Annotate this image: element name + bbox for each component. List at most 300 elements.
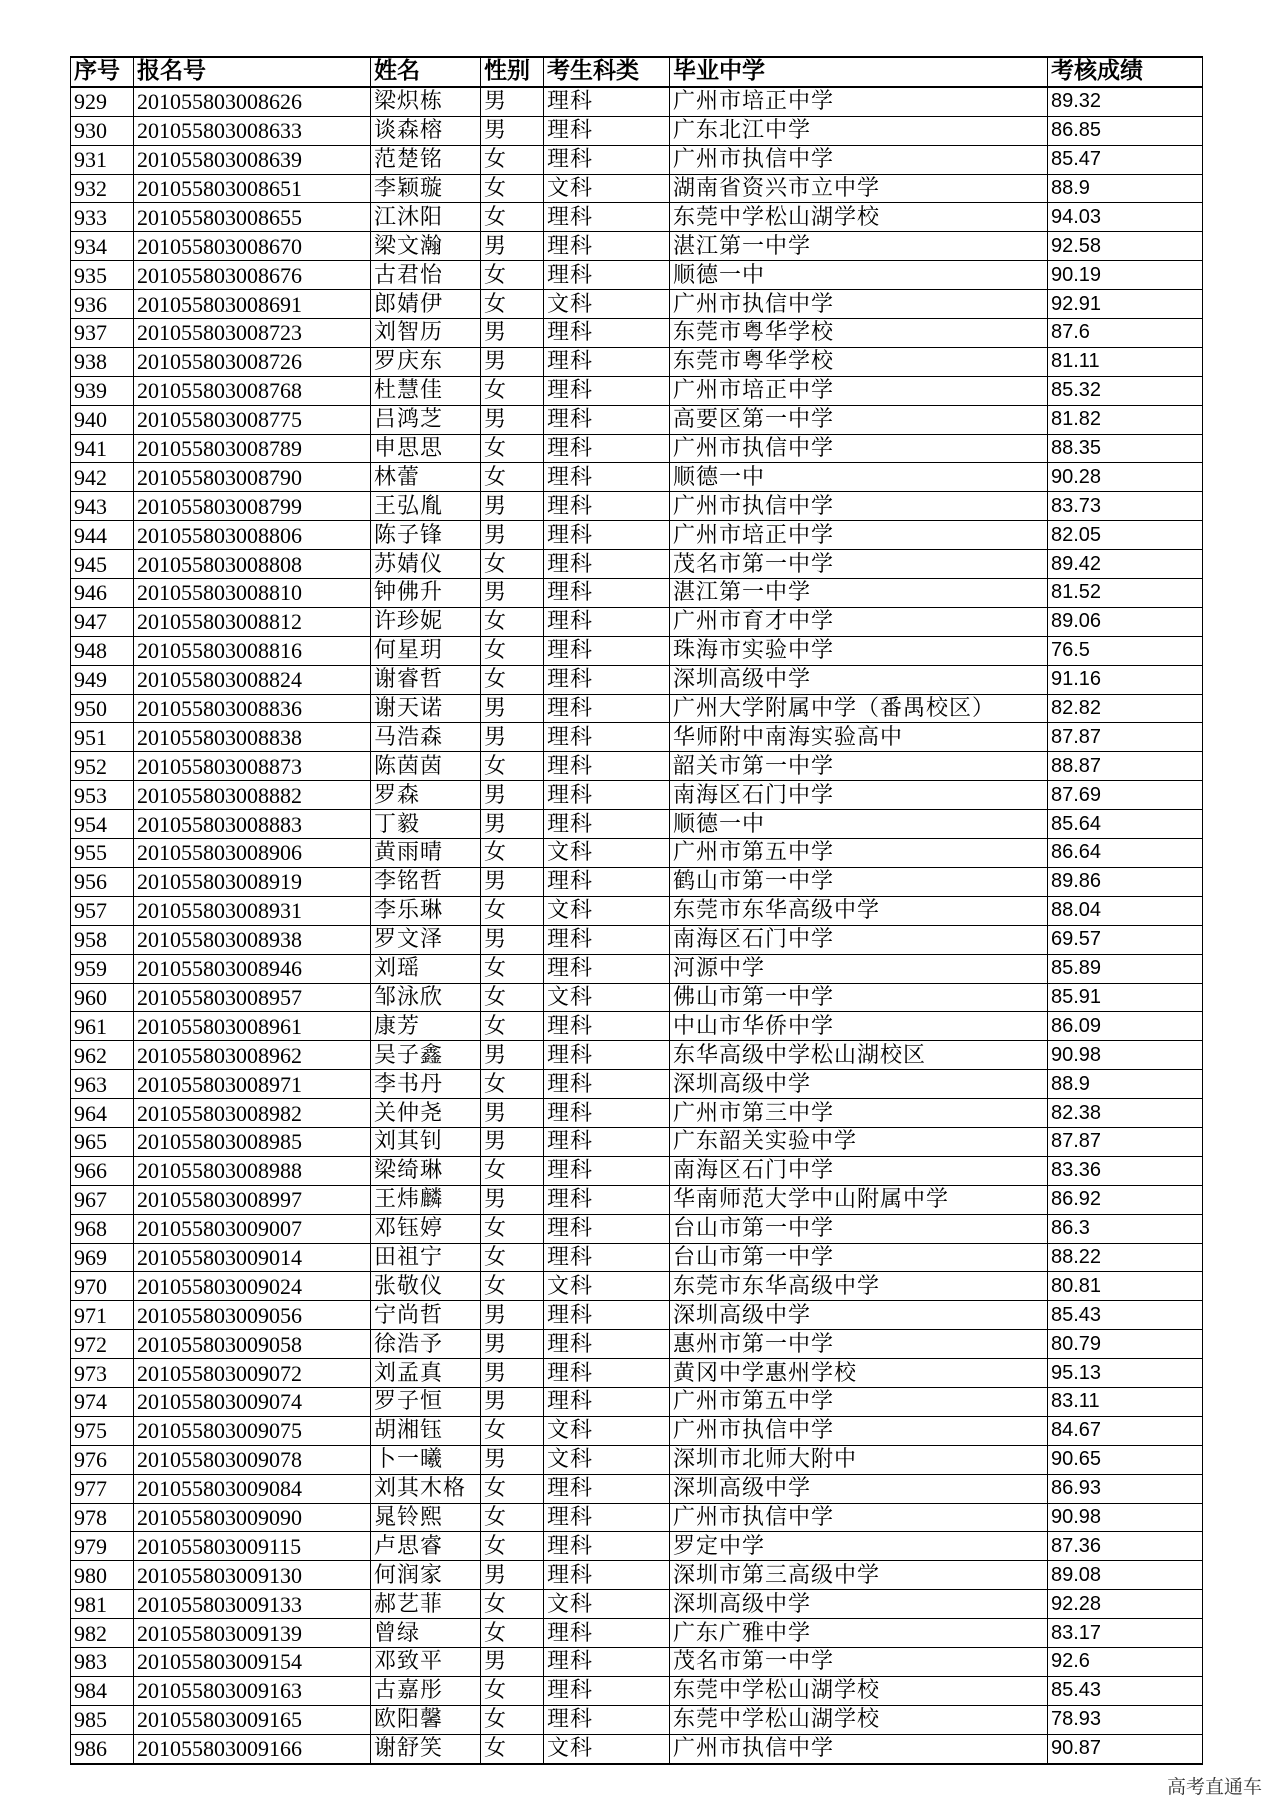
cell-school: 广州市执信中学 bbox=[670, 1503, 1048, 1532]
cell-subject: 理科 bbox=[544, 665, 670, 694]
cell-seq: 953 bbox=[71, 781, 134, 810]
table-row bbox=[71, 1099, 1203, 1128]
cell-subject: 理科 bbox=[544, 954, 670, 983]
cell-registration-id: 201055803009075 bbox=[134, 1416, 371, 1445]
cell-seq: 952 bbox=[71, 752, 134, 781]
cell-registration-id: 201055803008808 bbox=[134, 550, 371, 579]
table-row bbox=[71, 116, 1203, 145]
cell-name: 丁毅 bbox=[371, 810, 481, 839]
header-seq: 序号 bbox=[71, 57, 134, 87]
cell-name: 申思思 bbox=[371, 434, 481, 463]
cell-subject: 理科 bbox=[544, 723, 670, 752]
cell-subject: 理科 bbox=[544, 492, 670, 521]
cell-subject: 理科 bbox=[544, 463, 670, 492]
cell-school: 深圳高级中学 bbox=[670, 1301, 1048, 1330]
cell-gender: 女 bbox=[481, 203, 544, 232]
cell-seq: 940 bbox=[71, 405, 134, 434]
table-row bbox=[71, 521, 1203, 550]
cell-subject: 理科 bbox=[544, 1474, 670, 1503]
cell-registration-id: 201055803008906 bbox=[134, 839, 371, 868]
cell-seq: 956 bbox=[71, 867, 134, 896]
cell-school: 深圳高级中学 bbox=[670, 1070, 1048, 1099]
cell-seq: 965 bbox=[71, 1127, 134, 1156]
cell-subject: 理科 bbox=[544, 434, 670, 463]
cell-registration-id: 201055803008997 bbox=[134, 1185, 371, 1214]
table-row bbox=[71, 550, 1203, 579]
cell-score: 90.28 bbox=[1048, 463, 1203, 492]
cell-subject: 理科 bbox=[544, 1301, 670, 1330]
cell-subject: 理科 bbox=[544, 607, 670, 636]
cell-subject: 理科 bbox=[544, 1214, 670, 1243]
cell-name: 吴子鑫 bbox=[371, 1041, 481, 1070]
cell-subject: 理科 bbox=[544, 1532, 670, 1561]
cell-registration-id: 201055803008988 bbox=[134, 1156, 371, 1185]
cell-seq: 935 bbox=[71, 261, 134, 290]
cell-score: 94.03 bbox=[1048, 203, 1203, 232]
cell-name: 林蕾 bbox=[371, 463, 481, 492]
cell-score: 82.05 bbox=[1048, 521, 1203, 550]
cell-seq: 932 bbox=[71, 174, 134, 203]
cell-seq: 946 bbox=[71, 579, 134, 608]
cell-subject: 文科 bbox=[544, 1734, 670, 1763]
cell-gender: 女 bbox=[481, 1705, 544, 1734]
cell-subject: 理科 bbox=[544, 550, 670, 579]
cell-subject: 理科 bbox=[544, 521, 670, 550]
cell-name: 谢天诺 bbox=[371, 694, 481, 723]
cell-gender: 男 bbox=[481, 347, 544, 376]
cell-gender: 男 bbox=[481, 925, 544, 954]
cell-name: 李书丹 bbox=[371, 1070, 481, 1099]
cell-school: 台山市第一中学 bbox=[670, 1214, 1048, 1243]
cell-registration-id: 201055803009163 bbox=[134, 1676, 371, 1705]
cell-school: 东华高级中学松山湖校区 bbox=[670, 1041, 1048, 1070]
cell-registration-id: 201055803009024 bbox=[134, 1272, 371, 1301]
cell-subject: 理科 bbox=[544, 636, 670, 665]
table-row bbox=[71, 319, 1203, 348]
cell-name: 刘其钊 bbox=[371, 1127, 481, 1156]
cell-school: 湛江第一中学 bbox=[670, 232, 1048, 261]
cell-name: 杜慧佳 bbox=[371, 376, 481, 405]
cell-registration-id: 201055803008799 bbox=[134, 492, 371, 521]
cell-score: 85.91 bbox=[1048, 983, 1203, 1012]
cell-gender: 男 bbox=[481, 232, 544, 261]
cell-score: 87.36 bbox=[1048, 1532, 1203, 1561]
cell-registration-id: 201055803008691 bbox=[134, 290, 371, 319]
cell-subject: 文科 bbox=[544, 1590, 670, 1619]
table-row bbox=[71, 1301, 1203, 1330]
cell-seq: 936 bbox=[71, 290, 134, 319]
cell-score: 81.11 bbox=[1048, 347, 1203, 376]
cell-seq: 980 bbox=[71, 1561, 134, 1590]
table-row bbox=[71, 1619, 1203, 1648]
cell-name: 郎婧伊 bbox=[371, 290, 481, 319]
table-row bbox=[71, 1243, 1203, 1272]
cell-seq: 973 bbox=[71, 1359, 134, 1388]
cell-registration-id: 201055803008768 bbox=[134, 376, 371, 405]
cell-school: 广东韶关实验中学 bbox=[670, 1127, 1048, 1156]
cell-subject: 理科 bbox=[544, 232, 670, 261]
cell-gender: 男 bbox=[481, 1387, 544, 1416]
cell-school: 深圳高级中学 bbox=[670, 665, 1048, 694]
cell-school: 顺德一中 bbox=[670, 810, 1048, 839]
cell-gender: 女 bbox=[481, 636, 544, 665]
cell-gender: 女 bbox=[481, 1214, 544, 1243]
cell-gender: 男 bbox=[481, 1301, 544, 1330]
cell-gender: 男 bbox=[481, 116, 544, 145]
cell-registration-id: 201055803008919 bbox=[134, 867, 371, 896]
cell-subject: 理科 bbox=[544, 1676, 670, 1705]
cell-seq: 960 bbox=[71, 983, 134, 1012]
cell-seq: 975 bbox=[71, 1416, 134, 1445]
cell-name: 刘瑶 bbox=[371, 954, 481, 983]
cell-school: 广州市执信中学 bbox=[670, 492, 1048, 521]
cell-name: 胡湘钰 bbox=[371, 1416, 481, 1445]
cell-gender: 女 bbox=[481, 1012, 544, 1041]
cell-school: 广州市育才中学 bbox=[670, 607, 1048, 636]
cell-seq: 962 bbox=[71, 1041, 134, 1070]
cell-name: 康芳 bbox=[371, 1012, 481, 1041]
table-row bbox=[71, 1070, 1203, 1099]
cell-gender: 女 bbox=[481, 550, 544, 579]
cell-school: 南海区石门中学 bbox=[670, 781, 1048, 810]
cell-seq: 971 bbox=[71, 1301, 134, 1330]
cell-subject: 文科 bbox=[544, 1416, 670, 1445]
cell-subject: 理科 bbox=[544, 867, 670, 896]
cell-school: 广州市执信中学 bbox=[670, 434, 1048, 463]
cell-school: 珠海市实验中学 bbox=[670, 636, 1048, 665]
table-row bbox=[71, 723, 1203, 752]
cell-subject: 理科 bbox=[544, 810, 670, 839]
cell-subject: 理科 bbox=[544, 145, 670, 174]
cell-subject: 文科 bbox=[544, 839, 670, 868]
cell-name: 宁尚哲 bbox=[371, 1301, 481, 1330]
cell-registration-id: 201055803008775 bbox=[134, 405, 371, 434]
table-row bbox=[71, 1012, 1203, 1041]
table-row bbox=[71, 145, 1203, 174]
cell-name: 谢睿哲 bbox=[371, 665, 481, 694]
cell-score: 95.13 bbox=[1048, 1359, 1203, 1388]
cell-seq: 948 bbox=[71, 636, 134, 665]
cell-name: 刘其木格 bbox=[371, 1474, 481, 1503]
header-score: 考核成绩 bbox=[1048, 57, 1203, 87]
cell-gender: 男 bbox=[481, 781, 544, 810]
cell-registration-id: 201055803008723 bbox=[134, 319, 371, 348]
cell-seq: 930 bbox=[71, 116, 134, 145]
cell-seq: 985 bbox=[71, 1705, 134, 1734]
cell-name: 梁炽栋 bbox=[371, 87, 481, 116]
cell-name: 邓致平 bbox=[371, 1647, 481, 1676]
cell-school: 广州市培正中学 bbox=[670, 521, 1048, 550]
cell-registration-id: 201055803008962 bbox=[134, 1041, 371, 1070]
cell-subject: 理科 bbox=[544, 87, 670, 116]
header-school: 毕业中学 bbox=[670, 57, 1048, 87]
cell-score: 80.79 bbox=[1048, 1330, 1203, 1359]
cell-seq: 951 bbox=[71, 723, 134, 752]
table-row bbox=[71, 1734, 1203, 1763]
cell-school: 东莞市粤华学校 bbox=[670, 347, 1048, 376]
cell-score: 80.81 bbox=[1048, 1272, 1203, 1301]
cell-school: 广州市第三中学 bbox=[670, 1099, 1048, 1128]
cell-name: 谈森榕 bbox=[371, 116, 481, 145]
table-row bbox=[71, 810, 1203, 839]
cell-name: 晁铃熙 bbox=[371, 1503, 481, 1532]
cell-gender: 男 bbox=[481, 1185, 544, 1214]
table-body bbox=[71, 87, 1203, 1764]
cell-score: 88.35 bbox=[1048, 434, 1203, 463]
cell-school: 鹤山市第一中学 bbox=[670, 867, 1048, 896]
cell-seq: 983 bbox=[71, 1647, 134, 1676]
cell-school: 湛江第一中学 bbox=[670, 579, 1048, 608]
table-row bbox=[71, 954, 1203, 983]
cell-name: 郝艺菲 bbox=[371, 1590, 481, 1619]
cell-registration-id: 201055803008651 bbox=[134, 174, 371, 203]
cell-name: 苏婧仪 bbox=[371, 550, 481, 579]
cell-seq: 976 bbox=[71, 1445, 134, 1474]
table-row bbox=[71, 1561, 1203, 1590]
table-row bbox=[71, 1503, 1203, 1532]
cell-subject: 理科 bbox=[544, 405, 670, 434]
table-row bbox=[71, 1590, 1203, 1619]
cell-score: 86.09 bbox=[1048, 1012, 1203, 1041]
cell-score: 90.98 bbox=[1048, 1041, 1203, 1070]
cell-registration-id: 201055803008836 bbox=[134, 694, 371, 723]
cell-registration-id: 201055803009084 bbox=[134, 1474, 371, 1503]
cell-registration-id: 201055803009115 bbox=[134, 1532, 371, 1561]
cell-gender: 女 bbox=[481, 1503, 544, 1532]
cell-score: 86.85 bbox=[1048, 116, 1203, 145]
table-row bbox=[71, 463, 1203, 492]
cell-registration-id: 201055803009078 bbox=[134, 1445, 371, 1474]
cell-subject: 理科 bbox=[544, 1387, 670, 1416]
cell-score: 88.87 bbox=[1048, 752, 1203, 781]
cell-registration-id: 201055803008946 bbox=[134, 954, 371, 983]
cell-registration-id: 201055803008883 bbox=[134, 810, 371, 839]
cell-school: 华师附中南海实验高中 bbox=[670, 723, 1048, 752]
cell-score: 87.87 bbox=[1048, 723, 1203, 752]
cell-school: 东莞市东华高级中学 bbox=[670, 896, 1048, 925]
cell-gender: 男 bbox=[481, 1127, 544, 1156]
cell-score: 83.11 bbox=[1048, 1387, 1203, 1416]
cell-registration-id: 201055803008882 bbox=[134, 781, 371, 810]
cell-subject: 理科 bbox=[544, 261, 670, 290]
cell-seq: 977 bbox=[71, 1474, 134, 1503]
admission-score-table bbox=[70, 56, 1203, 1765]
cell-seq: 954 bbox=[71, 810, 134, 839]
cell-name: 梁文瀚 bbox=[371, 232, 481, 261]
cell-registration-id: 201055803008985 bbox=[134, 1127, 371, 1156]
table-row bbox=[71, 1330, 1203, 1359]
cell-gender: 女 bbox=[481, 145, 544, 174]
cell-school: 南海区石门中学 bbox=[670, 1156, 1048, 1185]
table-row bbox=[71, 896, 1203, 925]
header-row bbox=[71, 57, 1203, 87]
cell-gender: 男 bbox=[481, 867, 544, 896]
cell-gender: 男 bbox=[481, 810, 544, 839]
cell-name: 王弘胤 bbox=[371, 492, 481, 521]
table-row bbox=[71, 1185, 1203, 1214]
cell-school: 高要区第一中学 bbox=[670, 405, 1048, 434]
cell-subject: 理科 bbox=[544, 925, 670, 954]
cell-subject: 理科 bbox=[544, 1330, 670, 1359]
cell-registration-id: 201055803008633 bbox=[134, 116, 371, 145]
cell-seq: 945 bbox=[71, 550, 134, 579]
cell-score: 89.86 bbox=[1048, 867, 1203, 896]
cell-school: 深圳市北师大附中 bbox=[670, 1445, 1048, 1474]
cell-school: 黄冈中学惠州学校 bbox=[670, 1359, 1048, 1388]
cell-name: 李乐琳 bbox=[371, 896, 481, 925]
cell-registration-id: 201055803009166 bbox=[134, 1734, 371, 1763]
table-row bbox=[71, 636, 1203, 665]
cell-subject: 理科 bbox=[544, 1127, 670, 1156]
cell-gender: 女 bbox=[481, 1734, 544, 1763]
cell-gender: 女 bbox=[481, 954, 544, 983]
cell-score: 90.65 bbox=[1048, 1445, 1203, 1474]
cell-seq: 964 bbox=[71, 1099, 134, 1128]
cell-registration-id: 201055803008789 bbox=[134, 434, 371, 463]
cell-school: 南海区石门中学 bbox=[670, 925, 1048, 954]
cell-seq: 959 bbox=[71, 954, 134, 983]
cell-school: 河源中学 bbox=[670, 954, 1048, 983]
cell-registration-id: 201055803008816 bbox=[134, 636, 371, 665]
table-row bbox=[71, 1445, 1203, 1474]
table-row bbox=[71, 434, 1203, 463]
cell-registration-id: 201055803008961 bbox=[134, 1012, 371, 1041]
cell-school: 东莞市粤华学校 bbox=[670, 319, 1048, 348]
cell-registration-id: 201055803009154 bbox=[134, 1647, 371, 1676]
cell-school: 东莞中学松山湖学校 bbox=[670, 1676, 1048, 1705]
cell-gender: 男 bbox=[481, 521, 544, 550]
cell-registration-id: 201055803009058 bbox=[134, 1330, 371, 1359]
cell-score: 83.36 bbox=[1048, 1156, 1203, 1185]
cell-name: 罗文泽 bbox=[371, 925, 481, 954]
cell-name: 马浩森 bbox=[371, 723, 481, 752]
table-row bbox=[71, 925, 1203, 954]
table-row bbox=[71, 1041, 1203, 1070]
cell-registration-id: 201055803008938 bbox=[134, 925, 371, 954]
cell-subject: 理科 bbox=[544, 1561, 670, 1590]
cell-registration-id: 201055803008810 bbox=[134, 579, 371, 608]
table-row bbox=[71, 232, 1203, 261]
cell-score: 91.16 bbox=[1048, 665, 1203, 694]
cell-school: 广州市第五中学 bbox=[670, 1387, 1048, 1416]
cell-name: 古嘉彤 bbox=[371, 1676, 481, 1705]
cell-school: 顺德一中 bbox=[670, 463, 1048, 492]
cell-gender: 男 bbox=[481, 1099, 544, 1128]
cell-name: 关仲尧 bbox=[371, 1099, 481, 1128]
table-row bbox=[71, 405, 1203, 434]
cell-school: 广东广雅中学 bbox=[670, 1619, 1048, 1648]
cell-registration-id: 201055803009133 bbox=[134, 1590, 371, 1619]
cell-name: 田祖宁 bbox=[371, 1243, 481, 1272]
cell-subject: 理科 bbox=[544, 376, 670, 405]
cell-name: 曾绿 bbox=[371, 1619, 481, 1648]
cell-gender: 女 bbox=[481, 376, 544, 405]
cell-name: 何星玥 bbox=[371, 636, 481, 665]
cell-school: 中山市华侨中学 bbox=[670, 1012, 1048, 1041]
table-row bbox=[71, 694, 1203, 723]
table-row bbox=[71, 867, 1203, 896]
cell-seq: 931 bbox=[71, 145, 134, 174]
cell-score: 76.5 bbox=[1048, 636, 1203, 665]
cell-score: 87.6 bbox=[1048, 319, 1203, 348]
cell-gender: 男 bbox=[481, 1445, 544, 1474]
cell-gender: 女 bbox=[481, 1416, 544, 1445]
cell-subject: 理科 bbox=[544, 752, 670, 781]
cell-registration-id: 201055803008838 bbox=[134, 723, 371, 752]
cell-subject: 文科 bbox=[544, 983, 670, 1012]
cell-score: 88.22 bbox=[1048, 1243, 1203, 1272]
cell-school: 湖南省资兴市立中学 bbox=[670, 174, 1048, 203]
cell-name: 谢舒笑 bbox=[371, 1734, 481, 1763]
cell-seq: 934 bbox=[71, 232, 134, 261]
cell-gender: 女 bbox=[481, 290, 544, 319]
cell-seq: 943 bbox=[71, 492, 134, 521]
cell-seq: 984 bbox=[71, 1676, 134, 1705]
cell-gender: 男 bbox=[481, 579, 544, 608]
cell-school: 东莞市东华高级中学 bbox=[670, 1272, 1048, 1301]
cell-score: 90.19 bbox=[1048, 261, 1203, 290]
cell-subject: 理科 bbox=[544, 1705, 670, 1734]
cell-seq: 979 bbox=[71, 1532, 134, 1561]
cell-subject: 理科 bbox=[544, 1156, 670, 1185]
cell-subject: 理科 bbox=[544, 781, 670, 810]
cell-registration-id: 201055803008726 bbox=[134, 347, 371, 376]
cell-gender: 女 bbox=[481, 1532, 544, 1561]
cell-seq: 938 bbox=[71, 347, 134, 376]
cell-name: 徐浩予 bbox=[371, 1330, 481, 1359]
cell-seq: 970 bbox=[71, 1272, 134, 1301]
header-gender: 性别 bbox=[481, 57, 544, 87]
cell-registration-id: 201055803008655 bbox=[134, 203, 371, 232]
cell-score: 81.82 bbox=[1048, 405, 1203, 434]
cell-registration-id: 201055803009130 bbox=[134, 1561, 371, 1590]
cell-name: 刘孟真 bbox=[371, 1359, 481, 1388]
cell-seq: 957 bbox=[71, 896, 134, 925]
cell-gender: 男 bbox=[481, 87, 544, 116]
cell-subject: 文科 bbox=[544, 896, 670, 925]
watermark-text: 高考直通车 bbox=[1166, 1776, 1262, 1798]
cell-subject: 理科 bbox=[544, 1359, 670, 1388]
cell-school: 惠州市第一中学 bbox=[670, 1330, 1048, 1359]
table-row bbox=[71, 752, 1203, 781]
cell-score: 86.3 bbox=[1048, 1214, 1203, 1243]
table-row bbox=[71, 579, 1203, 608]
cell-score: 89.42 bbox=[1048, 550, 1203, 579]
cell-registration-id: 201055803008626 bbox=[134, 87, 371, 116]
cell-gender: 女 bbox=[481, 463, 544, 492]
cell-subject: 理科 bbox=[544, 1243, 670, 1272]
cell-score: 78.93 bbox=[1048, 1705, 1203, 1734]
cell-score: 69.57 bbox=[1048, 925, 1203, 954]
cell-gender: 女 bbox=[481, 1156, 544, 1185]
cell-registration-id: 201055803009139 bbox=[134, 1619, 371, 1648]
table-row bbox=[71, 839, 1203, 868]
cell-score: 89.32 bbox=[1048, 87, 1203, 116]
cell-score: 90.87 bbox=[1048, 1734, 1203, 1763]
cell-name: 王炜麟 bbox=[371, 1185, 481, 1214]
cell-subject: 理科 bbox=[544, 116, 670, 145]
cell-score: 83.73 bbox=[1048, 492, 1203, 521]
cell-name: 陈子锋 bbox=[371, 521, 481, 550]
cell-gender: 女 bbox=[481, 1619, 544, 1648]
cell-seq: 968 bbox=[71, 1214, 134, 1243]
cell-registration-id: 201055803008812 bbox=[134, 607, 371, 636]
cell-gender: 女 bbox=[481, 1474, 544, 1503]
table-row bbox=[71, 1532, 1203, 1561]
cell-score: 81.52 bbox=[1048, 579, 1203, 608]
cell-score: 90.98 bbox=[1048, 1503, 1203, 1532]
cell-registration-id: 201055803008873 bbox=[134, 752, 371, 781]
